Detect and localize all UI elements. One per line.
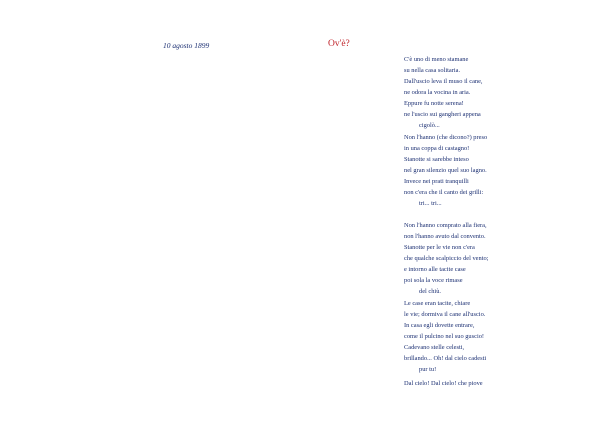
poem-line: Eppure fu notte serena! <box>404 100 464 107</box>
poem-line: brillando... Oh! dal cielo cadesti <box>404 355 487 362</box>
poem-line: pur tu! <box>419 366 437 373</box>
poem-line: Non l'hanno comprato alla fiera, <box>404 222 487 229</box>
poem-line: Stanotte per le vie non c'era <box>404 244 475 251</box>
poem-date: 10 agosto 1899 <box>163 41 210 50</box>
poem-line: Non l'hanno (che dicono?) preso <box>404 134 488 141</box>
poem-line: Invece nei prati tranquilli <box>404 178 469 185</box>
poem-line: Le case eran tacite, chiare <box>404 300 471 307</box>
poem-line: In casa egli dovette entrare, <box>404 322 475 329</box>
poem-line: cigolò... <box>419 122 440 129</box>
poem-line: Dall'uscio leva il muso il cane, <box>404 78 483 85</box>
poem-line: del chiù. <box>419 288 442 295</box>
poem-line: come il pulcino nel suo guscio! <box>404 333 485 340</box>
poem-line: non c'era che il canto dei grilli: <box>404 189 484 196</box>
poem-line: su nella casa solitaria. <box>404 67 461 74</box>
poem-line: le vie; dormiva il cane all'uscio. <box>404 311 486 318</box>
poem-line: in una coppa di castagno! <box>404 145 470 152</box>
poem-line: ne l'uscio sui gangheri appena <box>404 111 481 118</box>
poem-line: nel gran silenzio quel suo lagno. <box>404 167 487 174</box>
poem-line: e intorno alle tacite case <box>404 266 466 273</box>
poem-line: Stanotte si sarebbe inteso <box>404 156 469 163</box>
poem-line: poi sola la voce rimase <box>404 277 463 284</box>
poem-line: Dal cielo! Dal cielo! che piove <box>404 380 483 387</box>
poem-title: Ov'è? <box>328 38 350 49</box>
poem-line: non l'hanno avuto dal convento. <box>404 233 486 240</box>
poem-line: tri... tri... <box>419 200 442 207</box>
poem-line: Cadevano stelle celesti, <box>404 344 465 351</box>
poem-line: ne odora la vocina in aria. <box>404 89 471 96</box>
poem-line: C'è uno di meno stamane <box>404 56 469 63</box>
poem-line: che qualche scalpiccio del vento; <box>404 255 489 262</box>
